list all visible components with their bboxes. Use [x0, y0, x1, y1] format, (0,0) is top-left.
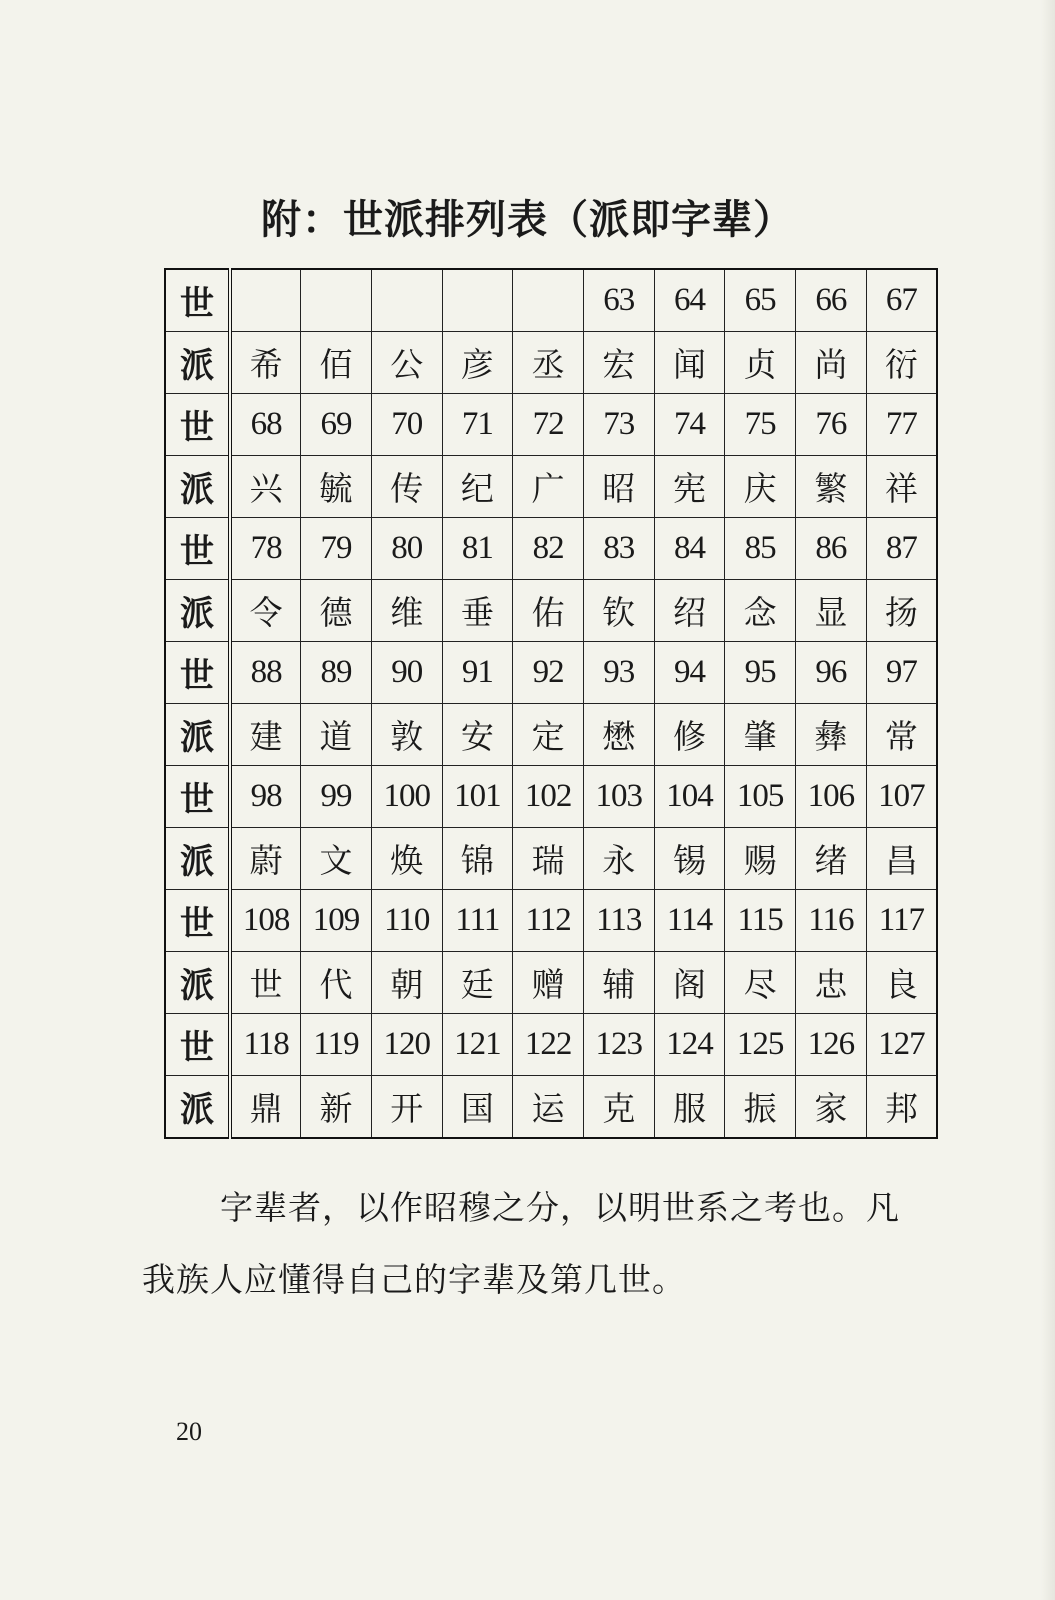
- generation-number-cell: 127: [866, 1014, 937, 1076]
- generation-number-cell: 93: [583, 642, 654, 704]
- name-character-cell: 宪: [654, 456, 725, 518]
- generation-number-cell: 70: [371, 394, 442, 456]
- name-character-cell: 尚: [796, 332, 867, 394]
- generation-label: 世: [165, 642, 230, 704]
- name-character-cell: 文: [301, 828, 372, 890]
- generation-number-cell: 116: [796, 890, 867, 952]
- generation-number-cell: 86: [796, 518, 867, 580]
- generation-number-cell: 102: [513, 766, 584, 828]
- generation-number-cell: 66: [796, 269, 867, 332]
- lineage-label: 派: [165, 580, 230, 642]
- name-character-cell: 彦: [442, 332, 513, 394]
- generation-number-cell: [513, 269, 584, 332]
- generation-number-cell: 100: [371, 766, 442, 828]
- name-character-cell: 传: [371, 456, 442, 518]
- generation-number-cell: 77: [866, 394, 937, 456]
- name-character-cell: 安: [442, 704, 513, 766]
- generation-number-cell: 124: [654, 1014, 725, 1076]
- generation-number-cell: 69: [301, 394, 372, 456]
- generation-label: 世: [165, 269, 230, 332]
- name-character-cell: 定: [513, 704, 584, 766]
- generation-number-cell: 101: [442, 766, 513, 828]
- generation-number-cell: 109: [301, 890, 372, 952]
- generation-number-cell: 91: [442, 642, 513, 704]
- name-character-cell: 衍: [866, 332, 937, 394]
- name-character-cell: 敦: [371, 704, 442, 766]
- generation-number-cell: 126: [796, 1014, 867, 1076]
- name-character-cell: 运: [513, 1076, 584, 1139]
- name-character-cell: 服: [654, 1076, 725, 1139]
- lineage-label: 派: [165, 456, 230, 518]
- lineage-label: 派: [165, 332, 230, 394]
- name-character-cell: 世: [230, 952, 301, 1014]
- generation-row: [165, 518, 937, 580]
- generation-label: 世: [165, 1014, 230, 1076]
- name-character-cell: 令: [230, 580, 301, 642]
- name-character-cell: 昌: [866, 828, 937, 890]
- generation-number-cell: 75: [725, 394, 796, 456]
- generation-number-cell: 84: [654, 518, 725, 580]
- name-character-cell: 家: [796, 1076, 867, 1139]
- name-character-cell: 邦: [866, 1076, 937, 1139]
- name-character-cell: 绪: [796, 828, 867, 890]
- generation-number-cell: 65: [725, 269, 796, 332]
- generation-table: [164, 268, 938, 1139]
- name-character-cell: 广: [513, 456, 584, 518]
- generation-number-cell: 63: [583, 269, 654, 332]
- generation-number-cell: 111: [442, 890, 513, 952]
- name-character-cell: 锦: [442, 828, 513, 890]
- name-character-cell: 瑞: [513, 828, 584, 890]
- generation-number-cell: 67: [866, 269, 937, 332]
- generation-number-cell: [371, 269, 442, 332]
- name-character-cell: 希: [230, 332, 301, 394]
- generation-number-cell: 103: [583, 766, 654, 828]
- name-character-cell: 锡: [654, 828, 725, 890]
- name-character-cell: 念: [725, 580, 796, 642]
- name-character-cell: 代: [301, 952, 372, 1014]
- generation-number-cell: 85: [725, 518, 796, 580]
- generation-number-cell: 74: [654, 394, 725, 456]
- name-character-cell: 阁: [654, 952, 725, 1014]
- name-character-cell: 忠: [796, 952, 867, 1014]
- generation-number-cell: 88: [230, 642, 301, 704]
- generation-number-cell: 114: [654, 890, 725, 952]
- generation-number-cell: 81: [442, 518, 513, 580]
- name-character-row: [165, 1076, 937, 1139]
- generation-number-cell: 82: [513, 518, 584, 580]
- page-title: 附：世派排列表（派即字辈）: [261, 197, 794, 243]
- name-character-cell: 建: [230, 704, 301, 766]
- lineage-label: 派: [165, 828, 230, 890]
- name-character-cell: 佰: [301, 332, 372, 394]
- generation-label: 世: [165, 890, 230, 952]
- generation-number-cell: 118: [230, 1014, 301, 1076]
- generation-label: 世: [165, 766, 230, 828]
- generation-number-cell: 123: [583, 1014, 654, 1076]
- name-character-cell: 显: [796, 580, 867, 642]
- generation-number-cell: 122: [513, 1014, 584, 1076]
- paragraph-line-1: 字辈者，以作昭穆之分，以明世系之考也。凡: [220, 1188, 900, 1227]
- generation-number-cell: 92: [513, 642, 584, 704]
- generation-number-cell: [301, 269, 372, 332]
- name-character-cell: 绍: [654, 580, 725, 642]
- name-character-cell: 繁: [796, 456, 867, 518]
- generation-number-cell: 113: [583, 890, 654, 952]
- generation-row: [165, 766, 937, 828]
- name-character-cell: 庆: [725, 456, 796, 518]
- name-character-cell: 鼎: [230, 1076, 301, 1139]
- generation-number-cell: 104: [654, 766, 725, 828]
- generation-number-cell: 105: [725, 766, 796, 828]
- name-character-cell: 丞: [513, 332, 584, 394]
- name-character-cell: 维: [371, 580, 442, 642]
- generation-number-cell: 112: [513, 890, 584, 952]
- name-character-cell: 闻: [654, 332, 725, 394]
- name-character-cell: 肇: [725, 704, 796, 766]
- generation-number-cell: 89: [301, 642, 372, 704]
- generation-label: 世: [165, 518, 230, 580]
- generation-number-cell: 76: [796, 394, 867, 456]
- name-character-cell: 廷: [442, 952, 513, 1014]
- generation-number-cell: 78: [230, 518, 301, 580]
- name-character-row: [165, 332, 937, 394]
- name-character-cell: 垂: [442, 580, 513, 642]
- name-character-cell: 道: [301, 704, 372, 766]
- name-character-cell: 昭: [583, 456, 654, 518]
- generation-row: [165, 642, 937, 704]
- lineage-label: 派: [165, 704, 230, 766]
- name-character-row: [165, 828, 937, 890]
- generation-number-cell: 97: [866, 642, 937, 704]
- name-character-cell: 兴: [230, 456, 301, 518]
- name-character-cell: 朝: [371, 952, 442, 1014]
- name-character-cell: 国: [442, 1076, 513, 1139]
- generation-number-cell: 90: [371, 642, 442, 704]
- generation-label: 世: [165, 394, 230, 456]
- name-character-cell: 祥: [866, 456, 937, 518]
- generation-number-cell: 106: [796, 766, 867, 828]
- generation-number-cell: 99: [301, 766, 372, 828]
- generation-row: [165, 1014, 937, 1076]
- generation-number-cell: 117: [866, 890, 937, 952]
- name-character-cell: 永: [583, 828, 654, 890]
- generation-number-cell: 79: [301, 518, 372, 580]
- generation-number-cell: 108: [230, 890, 301, 952]
- lineage-label: 派: [165, 952, 230, 1014]
- generation-number-cell: 71: [442, 394, 513, 456]
- generation-number-cell: 87: [866, 518, 937, 580]
- name-character-row: [165, 704, 937, 766]
- name-character-cell: 懋: [583, 704, 654, 766]
- name-character-cell: 钦: [583, 580, 654, 642]
- name-character-cell: 佑: [513, 580, 584, 642]
- generation-number-cell: 107: [866, 766, 937, 828]
- generation-number-cell: [230, 269, 301, 332]
- generation-number-cell: 120: [371, 1014, 442, 1076]
- page-number: 20: [176, 1417, 202, 1446]
- generation-row: [165, 890, 937, 952]
- generation-number-cell: 94: [654, 642, 725, 704]
- name-character-cell: 德: [301, 580, 372, 642]
- name-character-cell: 辅: [583, 952, 654, 1014]
- generation-number-cell: 73: [583, 394, 654, 456]
- generation-number-cell: 125: [725, 1014, 796, 1076]
- generation-number-cell: 96: [796, 642, 867, 704]
- generation-number-cell: 119: [301, 1014, 372, 1076]
- name-character-cell: 修: [654, 704, 725, 766]
- generation-number-cell: 68: [230, 394, 301, 456]
- generation-number-cell: 64: [654, 269, 725, 332]
- generation-number-cell: 98: [230, 766, 301, 828]
- generation-number-cell: [442, 269, 513, 332]
- name-character-cell: 赠: [513, 952, 584, 1014]
- name-character-row: [165, 580, 937, 642]
- generation-table-body: [165, 269, 937, 1138]
- name-character-cell: 赐: [725, 828, 796, 890]
- lineage-label: 派: [165, 1076, 230, 1139]
- name-character-cell: 新: [301, 1076, 372, 1139]
- name-character-row: [165, 456, 937, 518]
- name-character-cell: 彝: [796, 704, 867, 766]
- name-character-cell: 贞: [725, 332, 796, 394]
- generation-row: [165, 269, 937, 332]
- name-character-cell: 尽: [725, 952, 796, 1014]
- generation-number-cell: 80: [371, 518, 442, 580]
- name-character-cell: 纪: [442, 456, 513, 518]
- name-character-cell: 毓: [301, 456, 372, 518]
- generation-number-cell: 95: [725, 642, 796, 704]
- paragraph-line-2: 我族人应懂得自己的字辈及第几世。: [142, 1260, 686, 1299]
- generation-number-cell: 110: [371, 890, 442, 952]
- name-character-cell: 振: [725, 1076, 796, 1139]
- name-character-cell: 公: [371, 332, 442, 394]
- name-character-cell: 扬: [866, 580, 937, 642]
- generation-row: [165, 394, 937, 456]
- name-character-cell: 良: [866, 952, 937, 1014]
- name-character-cell: 焕: [371, 828, 442, 890]
- name-character-cell: 常: [866, 704, 937, 766]
- generation-number-cell: 83: [583, 518, 654, 580]
- generation-number-cell: 115: [725, 890, 796, 952]
- name-character-cell: 克: [583, 1076, 654, 1139]
- generation-number-cell: 72: [513, 394, 584, 456]
- name-character-cell: 宏: [583, 332, 654, 394]
- name-character-cell: 蔚: [230, 828, 301, 890]
- generation-number-cell: 121: [442, 1014, 513, 1076]
- name-character-row: [165, 952, 937, 1014]
- explanation-paragraph: [142, 1172, 962, 1316]
- name-character-cell: 开: [371, 1076, 442, 1139]
